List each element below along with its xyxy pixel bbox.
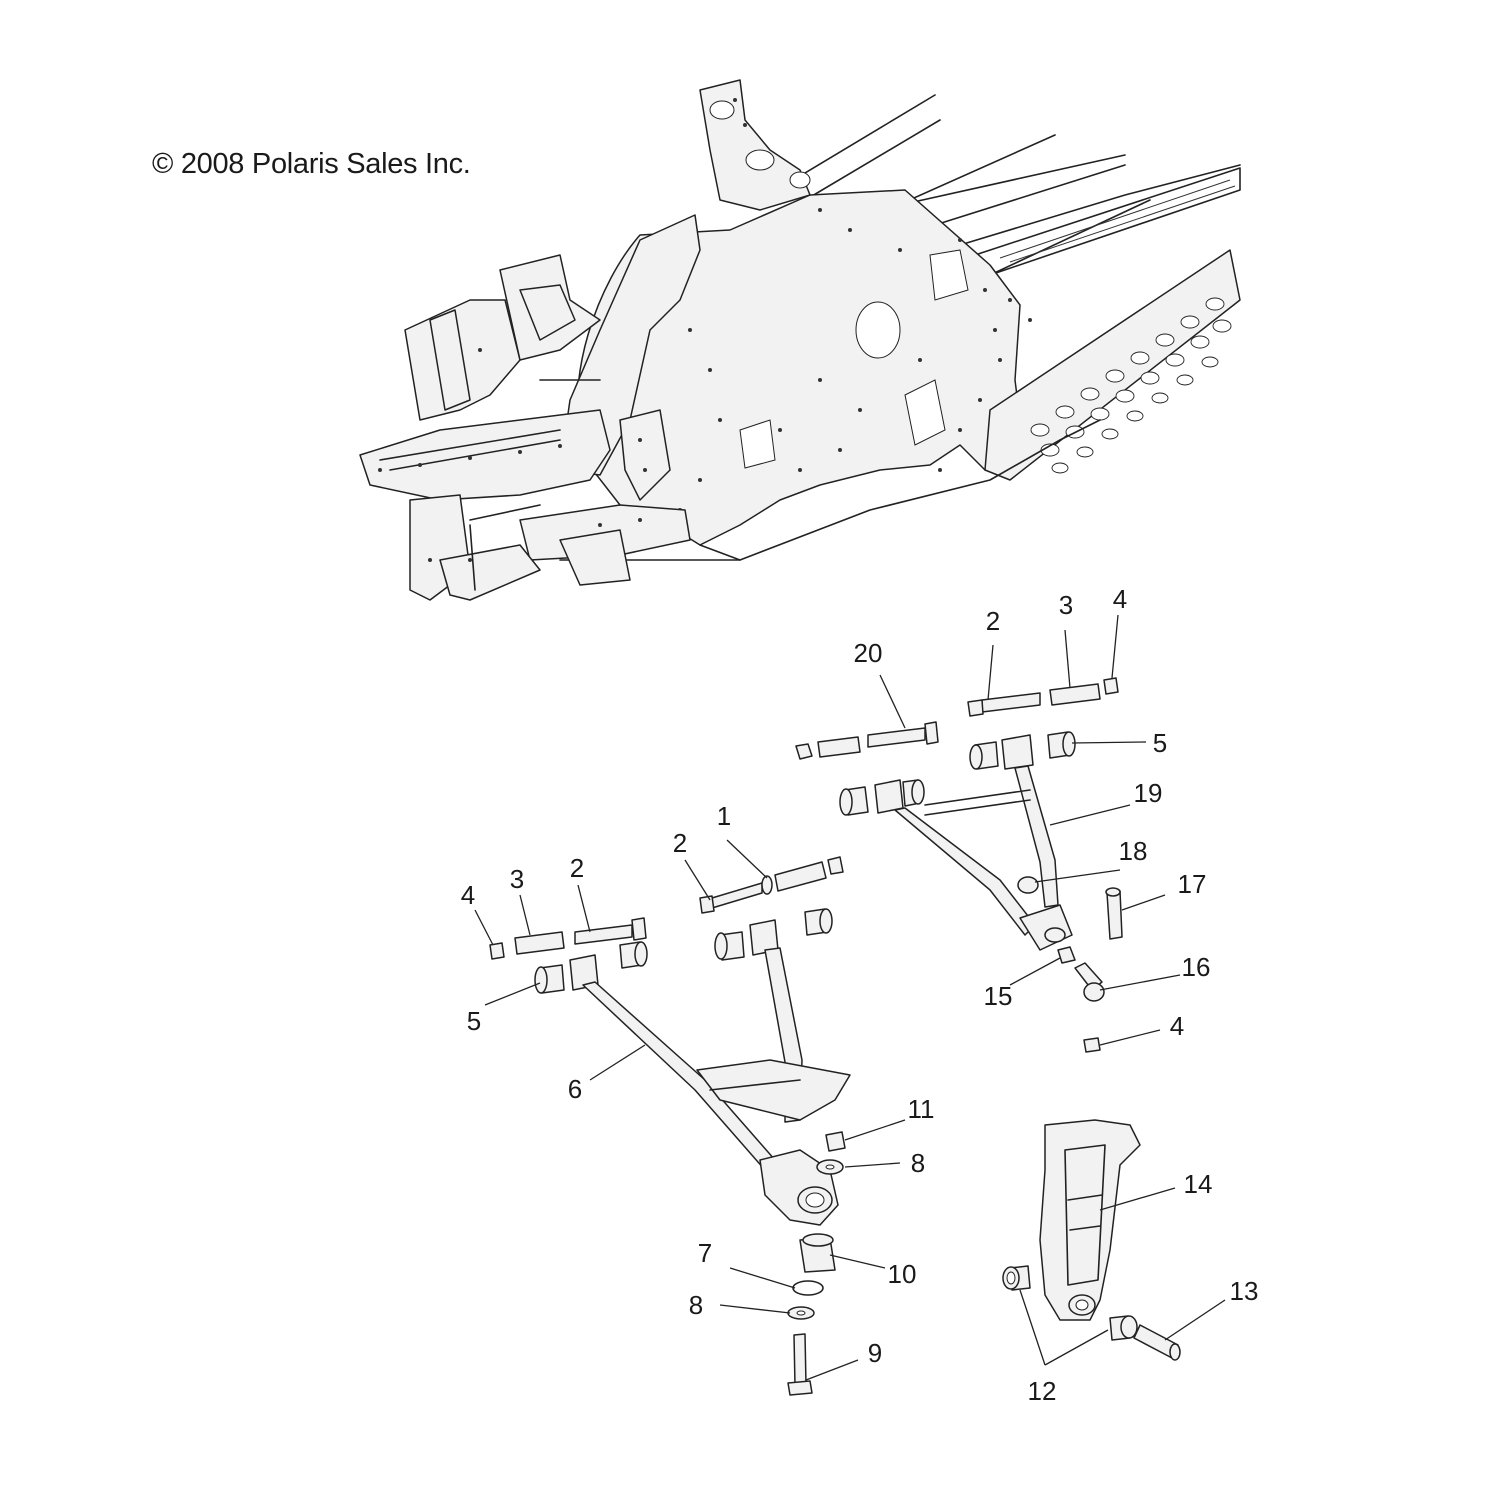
callout-6: 6 [567,1074,583,1104]
callout-9: 9 [867,1338,883,1368]
callout-leader-lines [475,615,1225,1380]
callout-15: 15 [983,981,1013,1011]
callout-3-upper: 3 [1058,590,1074,620]
callout-10: 10 [887,1259,917,1289]
callout-17: 17 [1177,869,1207,899]
callout-20: 20 [853,638,883,668]
callout-18: 18 [1118,836,1148,866]
callout-4-upper: 4 [1112,584,1128,614]
callout-3-lower: 3 [509,864,525,894]
callout-labels [461,584,1259,1406]
callout-7: 7 [697,1238,713,1268]
lower-a-arm-assembly [490,857,850,1395]
copyright-notice: © 2008 Polaris Sales Inc. [152,148,471,180]
callout-13: 13 [1229,1276,1259,1306]
chassis-frame-illustration [360,80,1240,600]
callout-11: 11 [907,1094,935,1124]
callout-2-lower-left: 2 [569,853,585,883]
callout-8-upper: 8 [910,1148,926,1178]
callout-1: 1 [716,801,732,831]
callout-2-upper: 2 [985,606,1001,636]
callout-2-lower-right: 2 [672,828,688,858]
spindle-assembly [1003,1120,1180,1360]
callout-19: 19 [1133,778,1163,808]
callout-5-upper: 5 [1152,728,1168,758]
callout-14: 14 [1183,1169,1213,1199]
callout-16: 16 [1181,952,1211,982]
callout-5-lower: 5 [466,1006,482,1036]
upper-a-arm-assembly [796,678,1122,1052]
callout-4-lower: 4 [460,880,476,910]
callout-8-lower: 8 [688,1290,704,1320]
callout-4-lower-right: 4 [1169,1011,1185,1041]
callout-12: 12 [1027,1376,1057,1406]
